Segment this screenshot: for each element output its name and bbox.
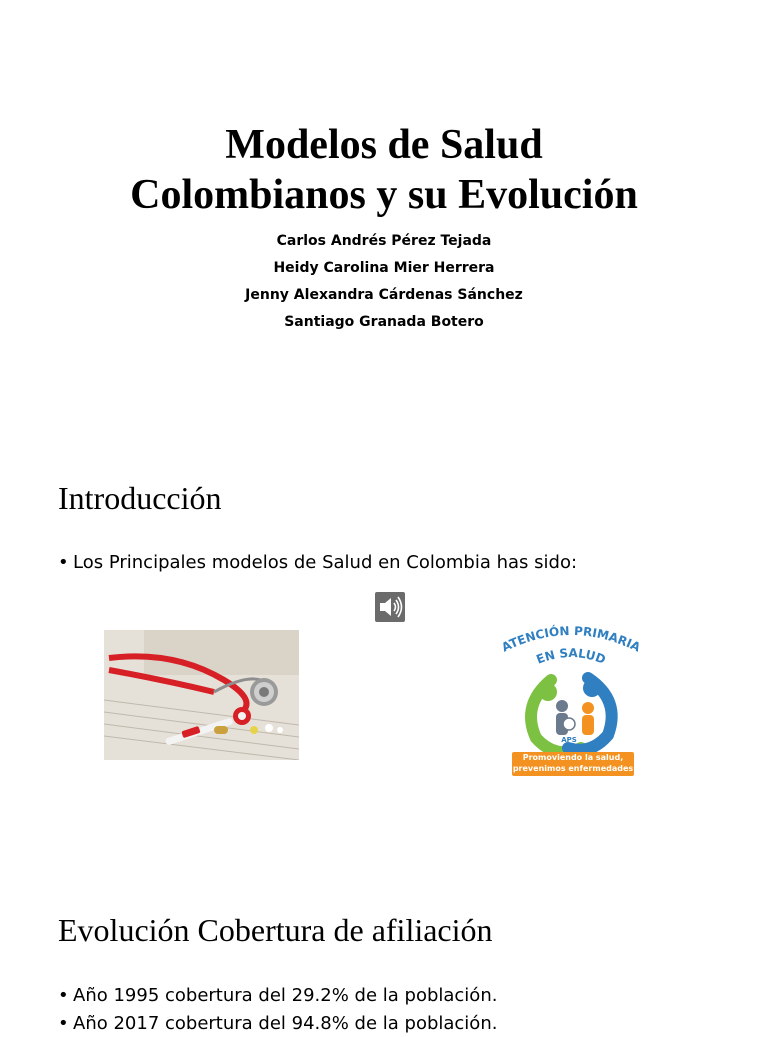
speaker-icon[interactable]	[375, 592, 405, 622]
intro-slide	[0, 440, 768, 860]
coverage-slide	[0, 880, 768, 1034]
logo-arc-text: ATENCIÓN PRIMARIA	[499, 623, 643, 655]
logo-banner-line-1: Promoviendo la salud,	[522, 753, 624, 762]
logo-banner-line-2: prevenimos enfermedades	[512, 764, 634, 773]
author-name: Santiago Granada Botero	[284, 314, 484, 330]
slide-heading: Evolución Cobertura de afiliación	[58, 912, 493, 948]
author-name: Jenny Alexandra Cárdenas Sánchez	[245, 287, 523, 303]
svg-text:EN SALUD	[534, 646, 607, 667]
title-slide	[0, 0, 768, 420]
stethoscope-photo	[104, 630, 299, 760]
title-line-2: Colombianos y su Evolución	[130, 172, 638, 218]
bullet-item: • Año 1995 cobertura del 29.2% de la población.	[58, 983, 497, 1009]
author-name: Carlos Andrés Pérez Tejada	[276, 233, 492, 249]
author-list	[0, 228, 768, 336]
logo-banner	[512, 752, 634, 776]
logo-badge: APS	[561, 736, 577, 744]
presentation-title	[0, 120, 768, 220]
author-name: Heidy Carolina Mier Herrera	[273, 260, 495, 276]
slide-heading: Introducción	[58, 480, 222, 516]
title-line-1: Modelos de Salud	[225, 122, 543, 168]
bullet-item: • Los Principales modelos de Salud en Colombia has sido:	[58, 550, 577, 576]
logo-arc-text-2: EN SALUD	[534, 645, 608, 667]
bullet-item: • Año 2017 cobertura del 94.8% de la población.	[58, 1011, 497, 1037]
